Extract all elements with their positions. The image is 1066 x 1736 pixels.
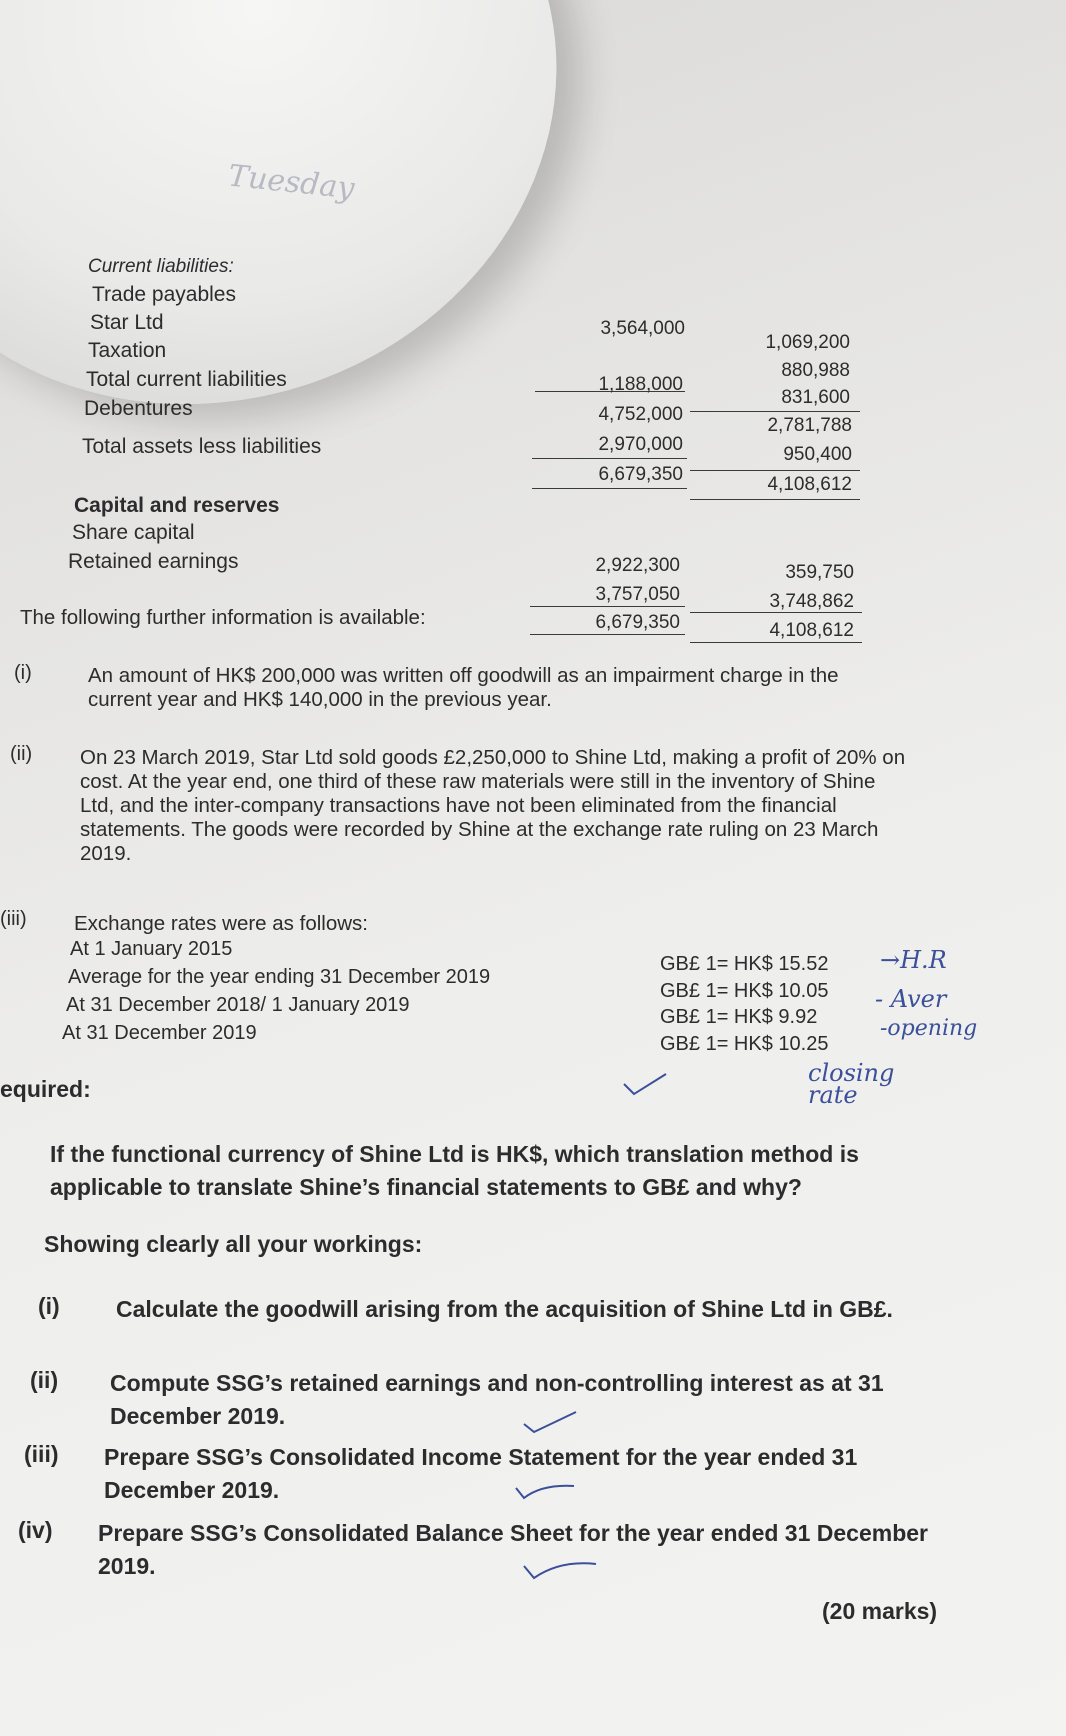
value-cell: 359,750 xyxy=(785,562,854,583)
value-cell: 2,922,300 xyxy=(595,555,680,576)
sum-rule xyxy=(690,470,860,471)
note-marker: (iii) xyxy=(0,908,27,930)
main-question: If the functional currency of Shine Ltd is HK$, which translation method is applicable to translate Shine’s financial statements to GB£ and why? xyxy=(50,1141,859,1200)
value-cell: 831,600 xyxy=(781,387,850,408)
row-label: Star Ltd xyxy=(90,311,164,334)
row-label: Taxation xyxy=(88,339,167,362)
check-mark-icon xyxy=(520,1552,600,1584)
sum-rule xyxy=(690,499,860,500)
value-cell: 2,970,000 xyxy=(598,434,683,455)
rate-value: GB£ 1= HK$ 10.05 xyxy=(660,980,829,1002)
rate-label: At 31 December 2018/ 1 January 2019 xyxy=(66,994,410,1016)
current-liabilities-heading: Current liabilities: xyxy=(88,256,234,277)
rate-value: GB£ 1= HK$ 15.52 xyxy=(660,953,829,975)
note-text: Exchange rates were as follows: xyxy=(74,912,368,935)
sum-rule xyxy=(530,606,685,607)
rate-value: GB£ 1= HK$ 10.25 xyxy=(660,1033,829,1055)
task-text: Calculate the goodwill arising from the acquisition of Shine Ltd in GB£. xyxy=(116,1296,893,1322)
rate-label: At 1 January 2015 xyxy=(70,938,233,960)
workings-heading: Showing clearly all your workings: xyxy=(44,1231,423,1257)
value-cell: 4,108,612 xyxy=(769,620,854,641)
required-heading: equired: xyxy=(0,1076,91,1102)
capital-heading: Capital and reserves xyxy=(74,494,280,517)
value-cell: 1,069,200 xyxy=(765,332,850,353)
note-text: On 23 March 2019, Star Ltd sold goods £2,250,000 to Shine Ltd, making a profit of 20% on cost. At the year end, one third of these raw materials were still in the inventory of Shine Ltd, and the inter-company transactions have not been eliminated from the financial statements. The goods were recorded by Shine at the exchange rate ruling on 23 March 2019. xyxy=(80,746,906,865)
row-label: Debentures xyxy=(84,397,193,420)
row-label: Share capital xyxy=(72,521,195,544)
rate-value: GB£ 1= HK$ 9.92 xyxy=(660,1006,818,1028)
value-cell: 1,188,000 xyxy=(598,374,683,395)
value-cell: 4,752,000 xyxy=(598,404,683,425)
value-cell: 6,679,350 xyxy=(598,464,683,485)
task-text: Compute SSG’s retained earnings and non-controlling interest as at 31 December 2019. xyxy=(110,1370,884,1429)
check-mark-icon xyxy=(520,1406,580,1436)
sum-rule xyxy=(532,488,687,489)
rate-annotation: closing rate xyxy=(808,1059,895,1109)
value-cell: 950,400 xyxy=(783,444,852,465)
row-label: Trade payables xyxy=(92,283,236,306)
note-text: An amount of HK$ 200,000 was written off goodwill as an impairment charge in the current year and HK$ 140,000 in the previous year. xyxy=(88,664,839,711)
handwritten-day: Tuesday xyxy=(226,158,357,207)
sum-rule xyxy=(532,458,687,459)
rate-annotation: -opening xyxy=(880,1016,978,1041)
rate-label: At 31 December 2019 xyxy=(62,1022,257,1044)
row-label: Total assets less liabilities xyxy=(82,435,322,458)
check-mark-icon xyxy=(512,1476,582,1504)
value-cell: 3,757,050 xyxy=(595,584,680,605)
value-cell: 3,564,000 xyxy=(600,318,685,339)
row-label: Total current liabilities xyxy=(86,368,287,391)
marks-label: (20 marks) xyxy=(822,1598,938,1624)
sum-rule xyxy=(690,612,862,613)
further-info-intro: The following further information is available: xyxy=(20,606,426,629)
sum-rule xyxy=(530,634,685,635)
rate-annotation: →H.R xyxy=(880,946,947,974)
row-label: Retained earnings xyxy=(68,550,239,573)
task-text: Prepare SSG’s Consolidated Balance Sheet for the year ended 31 December 2019. xyxy=(98,1520,929,1579)
task-marker: (iv) xyxy=(18,1517,53,1543)
task-marker: (i) xyxy=(38,1293,60,1319)
task-marker: (ii) xyxy=(30,1367,59,1393)
rate-annotation: - Aver xyxy=(875,985,947,1013)
note-marker: (i) xyxy=(14,662,32,684)
task-text: Prepare SSG’s Consolidated Income Statement for the year ended 31 December 2019. xyxy=(104,1444,858,1503)
rate-label: Average for the year ending 31 December 2019 xyxy=(68,966,491,988)
value-cell: 3,748,862 xyxy=(769,591,854,612)
task-marker: (iii) xyxy=(24,1441,59,1467)
sum-rule xyxy=(690,411,860,412)
value-cell: 880,988 xyxy=(781,360,850,381)
value-cell: 4,108,612 xyxy=(767,474,852,495)
check-mark-icon xyxy=(620,1070,670,1100)
sum-rule xyxy=(690,642,862,643)
note-marker: (ii) xyxy=(10,743,33,765)
value-cell: 2,781,788 xyxy=(767,415,852,436)
value-cell: 6,679,350 xyxy=(595,612,680,633)
